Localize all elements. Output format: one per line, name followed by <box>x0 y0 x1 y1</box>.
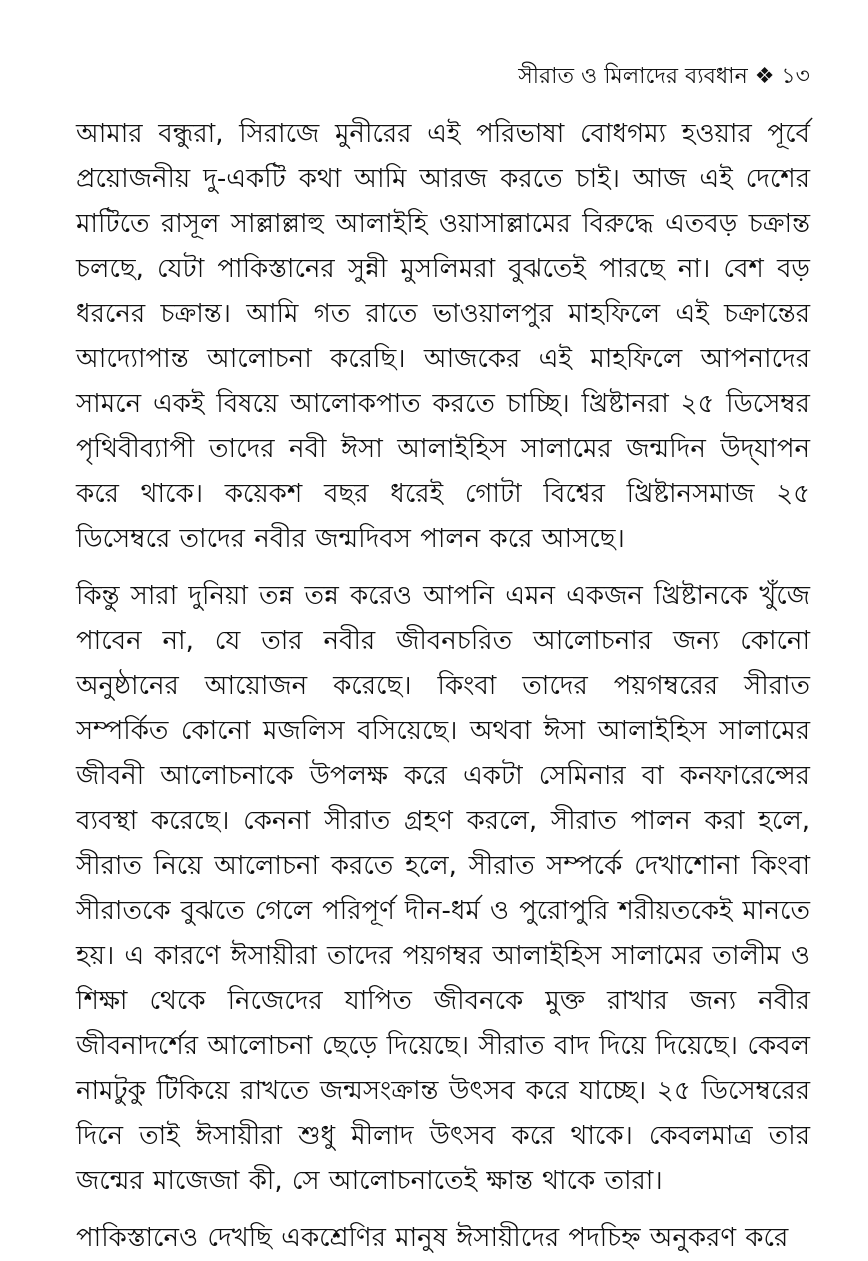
running-header: সীরাত ও মিলাদের ব্যবধান ❖ ১৩ <box>518 64 810 89</box>
paragraph-3: পাকিস্তানেও দেখছি একশ্রেণির মানুষ ঈসায়ীদের পদচিহ্ন অনুকরণ করে <box>76 1223 789 1253</box>
body-text <box>76 112 810 1261</box>
paragraph-1: আমার বন্ধুরা, সিরাজে মুনীরের এই পরিভাষা বোধগম্য হওয়ার পূর্বে প্রয়োজনীয় দু-একটি কথা আমি আরজ করতে চাই। আজ এই দেশের মাটিতে রাসূল সাল্লাল্লাহু আলাইহি ওয়াসাল্লামের বিরুদ্ধে এতবড় চক্রান্ত চলছে, যেটা পাকিস্তানের সুন্নী মুসলিমরা বুঝতেই পারছে না। বেশ বড় ধরনের চক্রান্ত। আমি গত রাতে ভাওয়ালপুর মাহফিলে এই চক্রান্তের আদ্যোপান্ত আলোচনা করেছি। আজকের এই মাহফিলে আপনাদের সামনে একই বিষয়ে আলোকপাত করতে চাচ্ছি। খ্রিষ্টানরা ২৫ ডিসেম্বর পৃথিবীব্যাপী তাদের নবী ঈসা আলাইহিস সালামের জন্মদিন উদ্‌যাপন করে থাকে। কয়েকশ বছর ধরেই গোটা বিশ্বের খ্রিষ্টানসমাজ ২৫ ডিসেম্বরে তাদের নবীর জন্মদিবস পালন করে আসছে। <box>76 119 810 554</box>
paragraph-2: কিন্তু সারা দুনিয়া তন্ন তন্ন করেও আপনি এমন একজন খ্রিষ্টানকে খুঁজে পাবেন না, যে তার নবীর জীবনচরিত আলোচনার জন্য কোনো অনুষ্ঠানের আয়োজন করেছে। কিংবা তাদের পয়গম্বরের সীরাত সম্পর্কিত কোনো মজলিস বসিয়েছে। অথবা ঈসা আলাইহিস সালামের জীবনী আলোচনাকে উপলক্ষ করে একটা সেমিনার বা কনফারেন্সের ব্যবস্থা করেছে। কেননা সীরাত গ্রহণ করলে, সীরাত পালন করা হলে, সীরাত নিয়ে আলোচনা করতে হলে, সীরাত সম্পর্কে দেখাশোনা কিংবা সীরাতকে বুঝতে গেলে পরিপূর্ণ দীন-ধর্ম ও পুরোপুরি শরীয়তকেই মানতে হয়। এ কারণে ঈসায়ীরা তাদের পয়গম্বর আলাইহিস সালামের তালীম ও শিক্ষা থেকে নিজেদের যাপিত জীবনকে মুক্ত রাখার জন্য নবীর জীবনাদর্শের আলোচনা ছেড়ে দিয়েছে। সীরাত বাদ দিয়ে দিয়েছে। কেবল নামটুকু টিকিয়ে রাখতে জন্মসংক্রান্ত উৎসব করে যাচ্ছে। ২৫ ডিসেম্বরের দিনে তাই ঈসায়ীরা শুধু মীলাদ উৎসব করে থাকে। কেবলমাত্র তার জন্মের মাজেজা কী, সে আলোচনাতেই ক্ষান্ত থাকে তারা। <box>76 581 810 1196</box>
